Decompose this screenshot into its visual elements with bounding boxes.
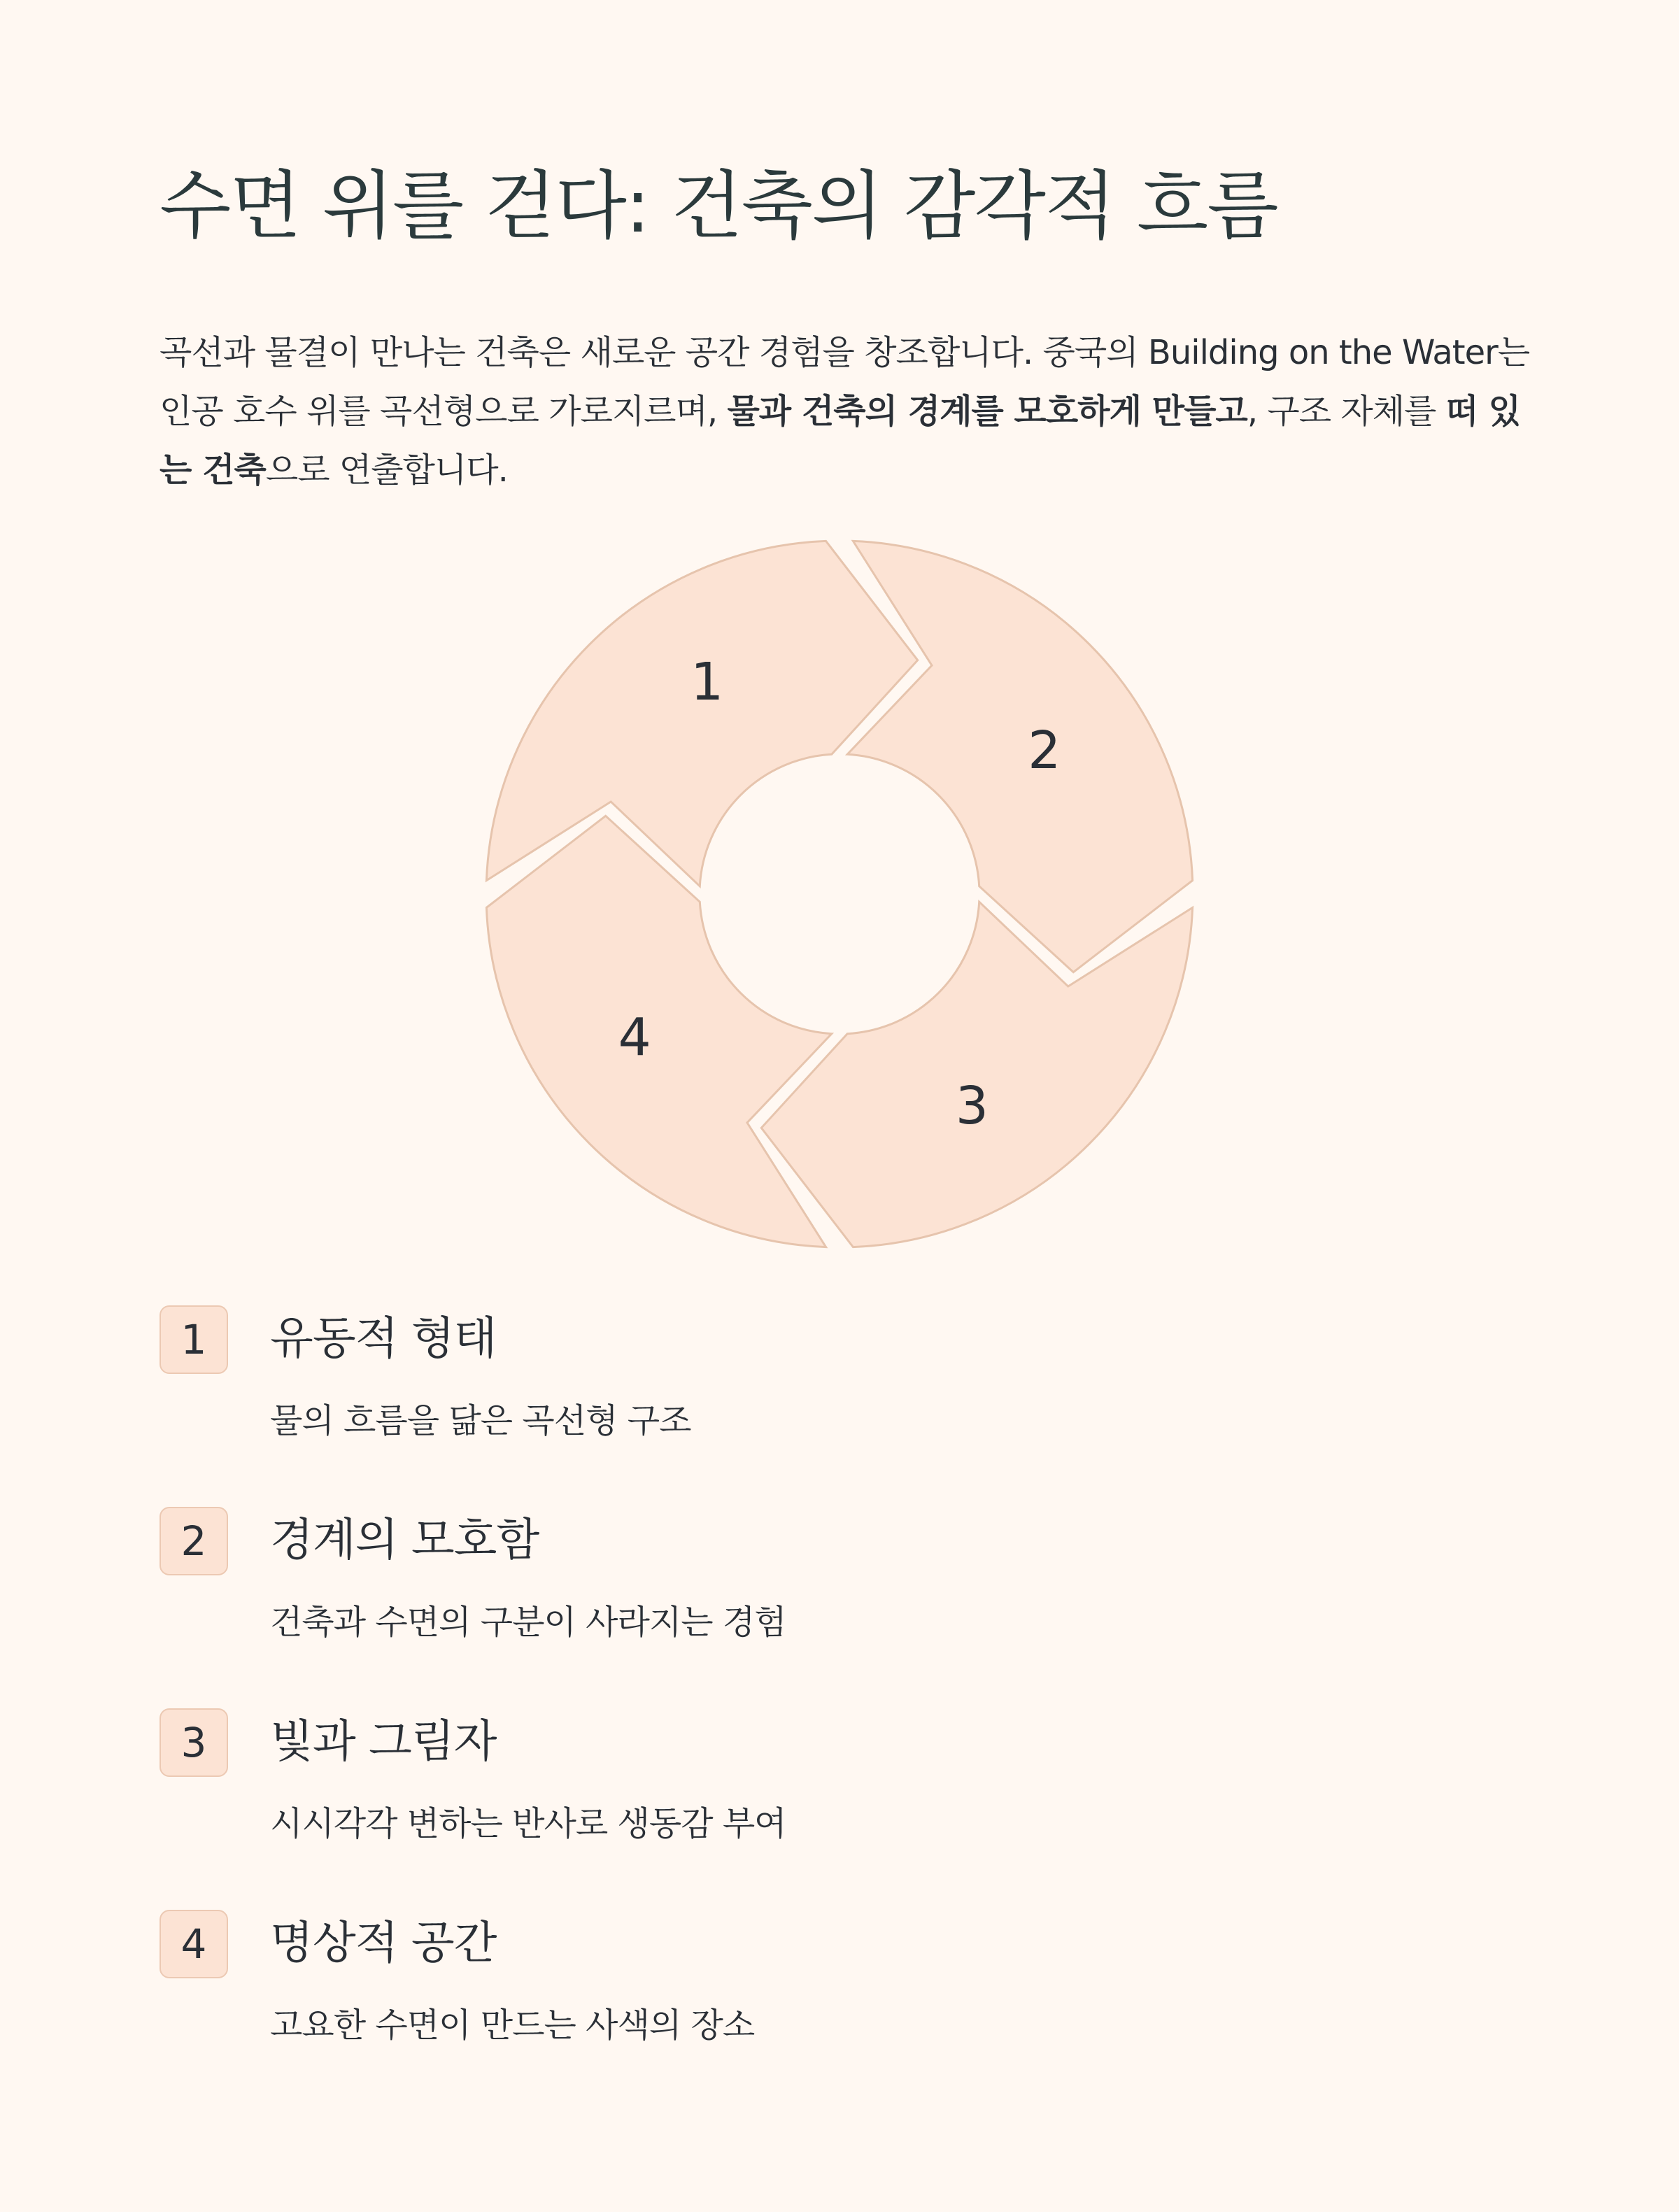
cycle-segment-label: 3	[955, 1076, 989, 1137]
item-description: 물의 흐름을 닮은 곡선형 구조	[270, 1401, 691, 1440]
item-title: 유동적 형태	[270, 1313, 497, 1365]
item-title: 경계의 모호함	[270, 1515, 539, 1566]
intro-bold-1: 물과 건축의 경계를 모호하게 만들고	[727, 392, 1247, 431]
item-title: 명상적 공간	[270, 1917, 497, 1969]
step-number-badge: 1	[160, 1305, 228, 1374]
item-description: 건축과 수면의 구분이 사라지는 경험	[270, 1603, 786, 1642]
list-item	[160, 1706, 1489, 1859]
intro-text-3: 으로 연출합니다.	[265, 451, 508, 490]
step-number-badge: 4	[160, 1910, 228, 1978]
cycle-segment-4	[486, 816, 831, 1247]
item-description: 시시각각 변하는 반사로 생동감 부여	[270, 1804, 786, 1843]
intro-bold-2: 떠 있는 건축	[160, 392, 1521, 490]
cycle-segment-1	[486, 541, 917, 886]
intro-text-1: 곡선과 물결이 만나는 건축은 새로운 공간 경험을 창조합니다. 중국의 Building on the Water는 인공 호수 위를 곡선형으로 가로지르며,	[160, 333, 1530, 431]
list-item	[160, 1303, 1489, 1456]
page-title: 수면 위를 걷다: 건축의 감각적 흐름	[160, 163, 1277, 249]
cycle-segment-label: 1	[690, 651, 724, 712]
cycle-segment-label: 2	[1028, 720, 1061, 781]
list-item	[160, 1907, 1489, 2061]
cycle-segment-2	[847, 541, 1192, 972]
step-number-badge: 2	[160, 1507, 228, 1575]
list-item	[160, 1504, 1489, 1658]
cycle-segment-label: 4	[618, 1007, 651, 1068]
item-title: 빛과 그림자	[270, 1716, 497, 1768]
step-number-badge: 3	[160, 1708, 228, 1777]
intro-paragraph	[160, 323, 1531, 499]
cycle-diagram	[483, 537, 1196, 1251]
item-description: 고요한 수면이 만드는 사색의 장소	[270, 2006, 755, 2045]
intro-text-2: , 구조 자체를	[1247, 392, 1446, 431]
cycle-segment-3	[761, 902, 1192, 1247]
